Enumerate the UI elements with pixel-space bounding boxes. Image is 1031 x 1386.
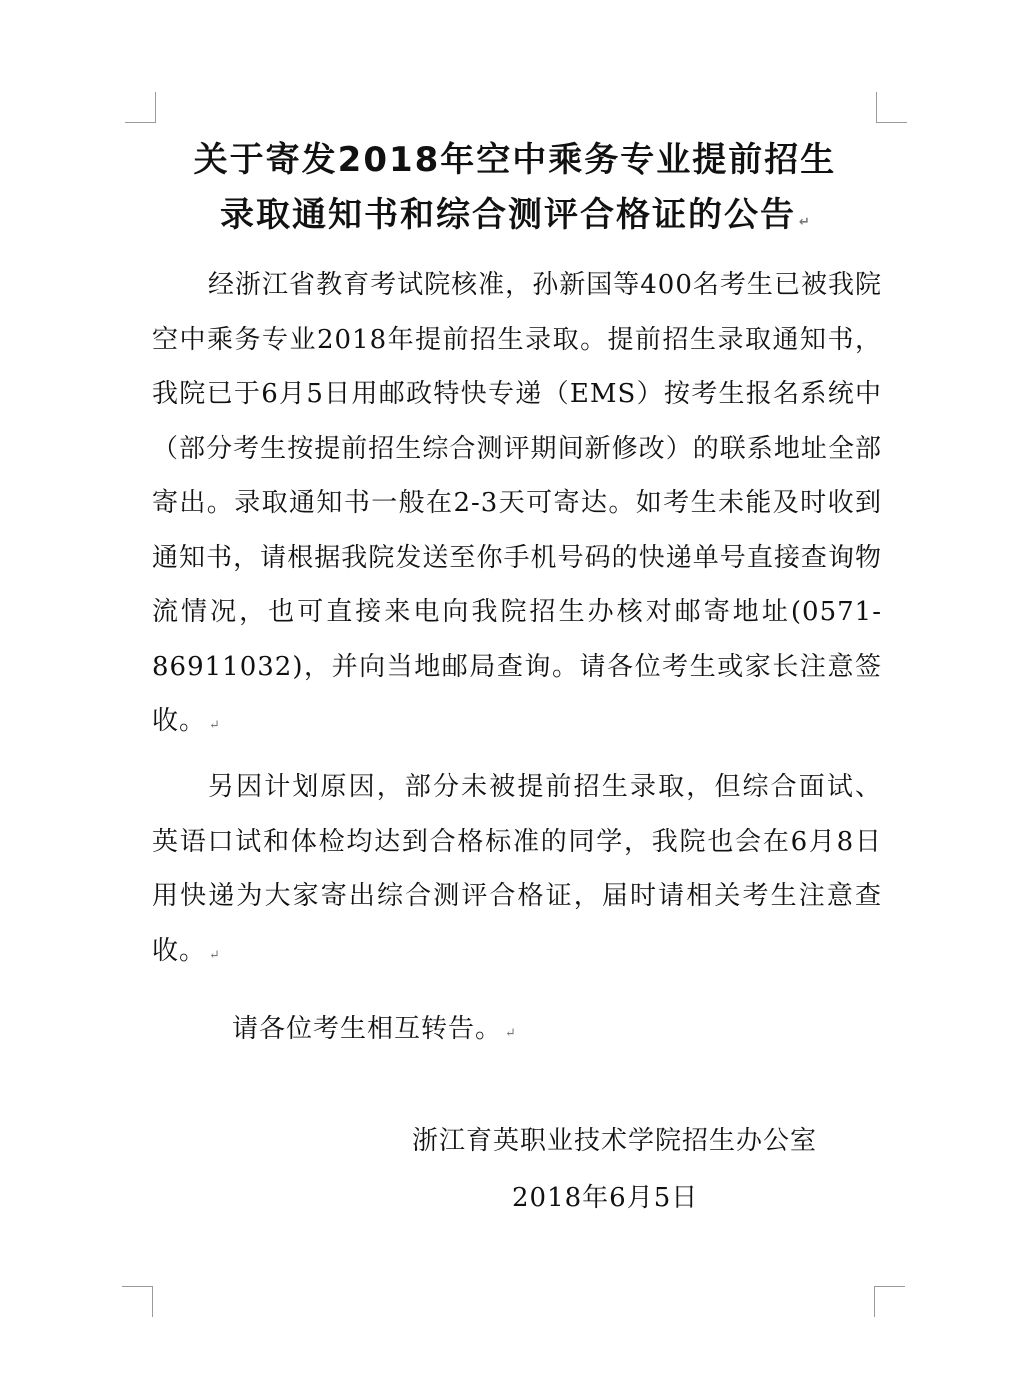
signature-organization: 浙江育英职业技术学院招生办公室 — [412, 1126, 818, 1156]
body-paragraph-2 — [152, 760, 882, 983]
crop-mark-top-left — [125, 92, 156, 123]
signature-date: 2018年6月5日 — [512, 1183, 699, 1213]
body-paragraph-3 — [232, 1002, 962, 1062]
title-line-2-text: 录取通知书和综合测评合格证的公告 — [220, 195, 797, 235]
paragraph-mark-icon: ↵ — [209, 718, 220, 733]
paragraph-mark-icon: ↵ — [505, 1026, 516, 1041]
document-title-line-1 — [150, 132, 880, 181]
paragraph-1-text: 经浙江省教育考试院核准，孙新国等400名考生已被我院空中乘务专业2018年提前招生录取。提前招生录取通知书，我院已于6月5日用邮政特快专递（EMS）按考生报名系统中（部分考生按提前招生综合测评期间新修改）的联系地址全部寄出。录取通知书一般在2-3天可寄达。如考生未能及时收到通知书，请根据我院发送至你手机号码的快递单号直接查询物流情况，也可直接来电向我院招生办核对邮寄地址(0571-86911032)，并向当地邮局查询。请各位考生或家长注意签收。 — [152, 270, 882, 736]
paragraph-mark-icon: ↵ — [209, 947, 220, 963]
paragraph-3-text: 请各位考生相互转告。 — [232, 1014, 503, 1044]
paragraph-mark-icon: ↵ — [799, 215, 810, 230]
body-paragraph-1 — [152, 258, 882, 754]
paragraph-2-text: 另因计划原因，部分未被提前招生录取，但综合面试、英语口试和体检均达到合格标准的同学，我院也会在6月8日用快递为大家寄出综合测评合格证，届时请相关考生注意查收。 — [152, 772, 882, 966]
crop-mark-bottom-right — [874, 1286, 905, 1317]
crop-mark-top-right — [876, 92, 907, 123]
title-line-1-text: 关于寄发2018年空中乘务专业提前招生 — [193, 140, 837, 180]
document-title-line-2 — [150, 187, 880, 236]
crop-mark-bottom-left — [122, 1286, 153, 1317]
